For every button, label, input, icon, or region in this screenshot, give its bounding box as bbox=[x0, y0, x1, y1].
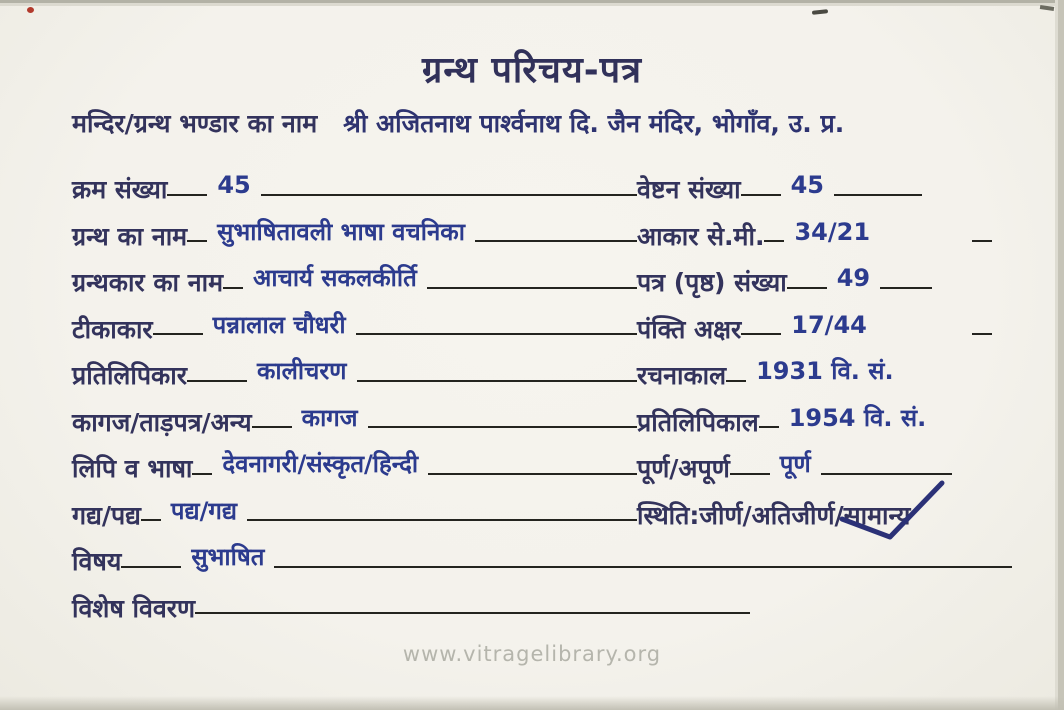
rule-line bbox=[834, 194, 922, 196]
field-label: विशेष विवरण bbox=[72, 593, 196, 623]
header-field-row bbox=[72, 106, 1024, 140]
field-value: 34/21 bbox=[794, 217, 871, 246]
field-label: लिपि व भाषा bbox=[72, 454, 193, 484]
field-prose-verse bbox=[72, 496, 617, 530]
rule-line bbox=[617, 333, 637, 335]
rule-line bbox=[972, 240, 992, 242]
scan-speck-dark bbox=[812, 9, 828, 15]
field-value: 1954 वि. सं. bbox=[788, 403, 927, 432]
field-label: वेष्टन संख्या bbox=[637, 175, 741, 205]
field-value: सुभाषितावली भाषा वचनिका bbox=[217, 217, 465, 246]
condition-marked-option bbox=[843, 500, 911, 530]
field-value: 49 bbox=[836, 264, 871, 293]
field-value: 45 bbox=[217, 171, 251, 200]
rule-line bbox=[730, 473, 770, 475]
field-author-name bbox=[72, 266, 617, 296]
rule-line bbox=[187, 380, 247, 382]
field-value: सुभाषित bbox=[191, 543, 265, 572]
rule-line bbox=[153, 333, 203, 335]
rule-line bbox=[141, 519, 161, 521]
field-book-name bbox=[72, 217, 617, 251]
rule-line bbox=[764, 240, 784, 242]
rule-line bbox=[759, 426, 779, 428]
rule-line bbox=[195, 612, 750, 614]
field-lines-letters bbox=[617, 310, 1012, 344]
rule-line bbox=[741, 194, 781, 196]
field-label: प्रतिलिपिकाल bbox=[637, 407, 759, 437]
rule-line bbox=[357, 380, 618, 382]
field-special-details bbox=[72, 593, 1012, 623]
field-value: आचार्य सकलकीर्ति bbox=[253, 264, 417, 293]
field-commentator bbox=[72, 310, 617, 344]
field-row-subject bbox=[72, 529, 1012, 576]
field-row-script-language bbox=[72, 436, 1012, 483]
field-row-author bbox=[72, 250, 1012, 297]
form-body bbox=[72, 157, 1012, 622]
rule-line bbox=[617, 194, 637, 196]
rule-line bbox=[274, 566, 1012, 568]
field-bundle-number bbox=[617, 173, 1012, 203]
field-label: आकार से.मी. bbox=[637, 221, 765, 251]
field-value: कालीचरण bbox=[256, 357, 347, 386]
rule-line bbox=[427, 287, 617, 289]
field-row-material bbox=[72, 390, 1012, 437]
rule-line bbox=[261, 194, 617, 196]
field-label: गद्य/पद्य bbox=[72, 500, 141, 530]
condition-option-text: सामान्य bbox=[843, 500, 911, 530]
field-copy-date bbox=[617, 403, 1012, 437]
scan-edge-right bbox=[1058, 0, 1064, 710]
form-title: ग्रन्थ परिचय-पत्र bbox=[422, 50, 642, 91]
field-label: रचनाकाल bbox=[637, 361, 727, 391]
field-completeness bbox=[617, 452, 1012, 482]
field-subject bbox=[72, 545, 1012, 575]
rule-line bbox=[726, 380, 746, 382]
field-row-prose-verse bbox=[72, 483, 1012, 530]
rule-line bbox=[192, 473, 212, 475]
field-row-copyist bbox=[72, 343, 1012, 390]
field-size-cm bbox=[617, 217, 1012, 251]
rule-line bbox=[356, 333, 617, 335]
scan-edge-bottom bbox=[0, 696, 1064, 710]
rule-line bbox=[247, 519, 617, 521]
field-script-language bbox=[72, 452, 617, 482]
rule-line bbox=[617, 380, 637, 382]
field-material bbox=[72, 403, 617, 437]
field-label: टीकाकार bbox=[72, 314, 153, 344]
rule-line bbox=[187, 240, 207, 242]
field-label: क्रम संख्या bbox=[72, 175, 168, 205]
field-composition-date bbox=[617, 359, 1012, 389]
rule-line bbox=[475, 240, 617, 242]
scan-speck-red bbox=[27, 7, 34, 13]
rule-line bbox=[617, 519, 637, 521]
field-copyist bbox=[72, 359, 617, 389]
field-value: पूर्ण bbox=[779, 450, 811, 479]
rule-line bbox=[617, 240, 637, 242]
field-label: पूर्ण/अपूर्ण bbox=[637, 454, 730, 484]
condition-label-prefix: स्थिति:जीर्ण/अतिजीर्ण/ bbox=[637, 500, 844, 530]
field-value: 45 bbox=[790, 171, 824, 200]
field-condition bbox=[617, 500, 1012, 530]
rule-line bbox=[121, 566, 181, 568]
rule-line bbox=[617, 287, 637, 289]
rule-line bbox=[821, 473, 952, 475]
rule-line bbox=[787, 287, 827, 289]
rule-line bbox=[368, 426, 617, 428]
field-label: ग्रन्थकार का नाम bbox=[72, 268, 224, 298]
field-page-count bbox=[617, 266, 1012, 296]
rule-line bbox=[617, 473, 637, 475]
scan-edge-right-shade bbox=[1055, 0, 1058, 710]
temple-name-label: मन्दिर/ग्रन्थ भण्डार का नाम bbox=[72, 109, 318, 138]
field-value: पद्य/गद्य bbox=[170, 496, 238, 525]
scan-speck-corner bbox=[1040, 5, 1054, 11]
field-value: देवनागरी/संस्कृत/हिन्दी bbox=[222, 450, 419, 479]
field-row-commentator bbox=[72, 297, 1012, 344]
field-row-book-name bbox=[72, 204, 1012, 251]
rule-line bbox=[223, 287, 243, 289]
rule-line bbox=[617, 426, 637, 428]
field-value: कागज bbox=[301, 403, 358, 432]
field-value: 17/44 bbox=[791, 310, 867, 339]
field-row-serial bbox=[72, 157, 1012, 204]
rule-line bbox=[252, 426, 292, 428]
rule-line bbox=[880, 287, 932, 289]
rule-line bbox=[428, 473, 617, 475]
field-value: 1931 वि. सं. bbox=[756, 357, 894, 386]
field-label: विषय bbox=[72, 547, 122, 577]
temple-name-value: श्री अजितनाथ पार्श्वनाथ दि. जैन मंदिर, भोगाँव, उ. प्र. bbox=[343, 109, 845, 138]
rule-line bbox=[167, 194, 207, 196]
field-label: पत्र (पृष्ठ) संख्या bbox=[637, 268, 787, 298]
rule-line bbox=[972, 333, 992, 335]
scan-edge-top-shade bbox=[0, 3, 1064, 6]
field-label: पंक्ति अक्षर bbox=[637, 314, 742, 344]
field-label: कागज/ताड़पत्र/अन्य bbox=[72, 407, 252, 437]
field-value: पन्नालाल चौधरी bbox=[212, 310, 346, 339]
field-label: प्रतिलिपिकार bbox=[72, 361, 187, 391]
field-serial-number bbox=[72, 173, 617, 203]
rule-line bbox=[741, 333, 781, 335]
field-label: ग्रन्थ का नाम bbox=[72, 221, 188, 251]
field-row-special-details bbox=[72, 576, 1012, 623]
watermark-text: www.vitragelibrary.org bbox=[402, 642, 662, 666]
